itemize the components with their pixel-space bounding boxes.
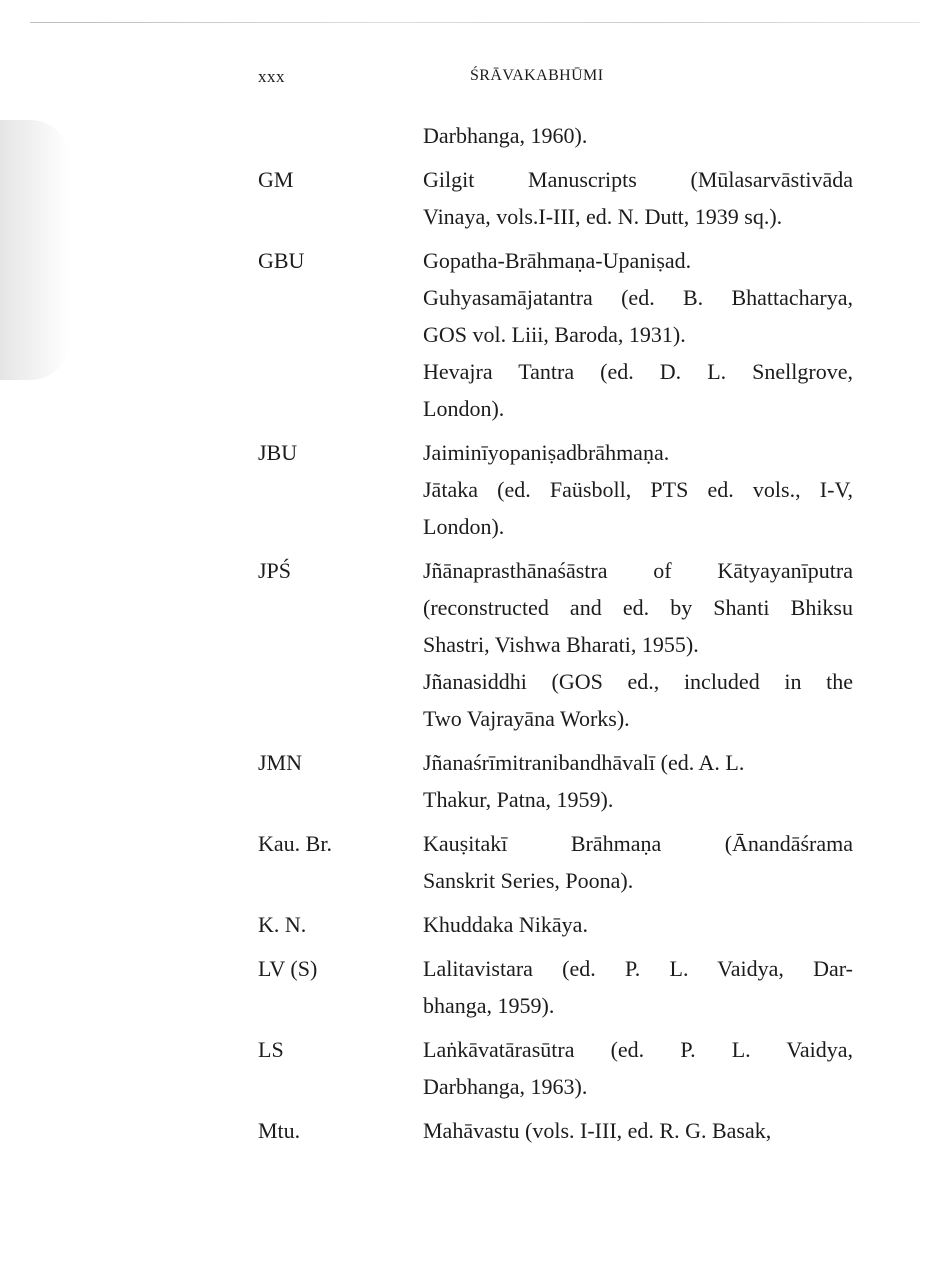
abbreviation-entry bbox=[0, 1031, 935, 1105]
entry-line: Lalitavistara (ed. P. L. Vaidya, Dar- bbox=[423, 956, 853, 981]
entry-line: Shastri, Vishwa Bharati, 1955). bbox=[423, 632, 699, 657]
entry-line: Darbhanga, 1960). bbox=[423, 123, 588, 148]
entry-line: Vinaya, vols.I-III, ed. N. Dutt, 1939 sq.). bbox=[423, 204, 783, 229]
entry-abbreviation: Mtu. bbox=[258, 1118, 301, 1143]
entry-line: (reconstructed and ed. by Shanti Bhiksu bbox=[423, 595, 853, 620]
entry-line: Laṅkāvatārasūtra (ed. P. L. Vaidya, bbox=[423, 1037, 853, 1062]
abbreviation-list bbox=[0, 117, 935, 1156]
abbreviation-entry bbox=[0, 117, 935, 154]
entry-abbreviation: GBU bbox=[258, 248, 305, 273]
entry-description bbox=[423, 825, 853, 899]
entry-description bbox=[423, 1031, 853, 1105]
entry-line: Guhyasamājatantra (ed. B. Bhattacharya, bbox=[423, 285, 853, 310]
entry-line: Jñanasiddhi (GOS ed., included in the bbox=[423, 669, 853, 694]
entry-line: Darbhanga, 1963). bbox=[423, 1074, 588, 1099]
abbreviation-entry bbox=[0, 552, 935, 737]
entry-line: Khuddaka Nikāya. bbox=[423, 912, 588, 937]
entry-line: Jñanaśrīmitranibandhāvalī (ed. A. L. bbox=[423, 750, 745, 775]
entry-line: Jaiminīyopaniṣadbrāhmaṇa. bbox=[423, 440, 670, 465]
entry-abbreviation: JPŚ bbox=[258, 558, 292, 583]
abbreviation-entry bbox=[0, 825, 935, 899]
entry-description bbox=[423, 744, 853, 818]
entry-line: Mahāvastu (vols. I-III, ed. R. G. Basak, bbox=[423, 1118, 772, 1143]
entry-abbreviation: JMN bbox=[258, 750, 303, 775]
entry-abbreviation: LS bbox=[258, 1037, 284, 1062]
abbreviation-entry bbox=[0, 906, 935, 943]
entry-description bbox=[423, 161, 853, 235]
entry-abbreviation: GM bbox=[258, 167, 294, 192]
entry-line: Jātaka (ed. Faüsboll, PTS ed. vols., I-V, bbox=[423, 477, 853, 502]
entry-description bbox=[423, 552, 853, 737]
entry-line: Kauṣitakī Brāhmaṇa (Ānandāśrama bbox=[423, 831, 853, 856]
abbreviation-entry bbox=[0, 434, 935, 545]
entry-line: London). bbox=[423, 396, 505, 421]
entry-description bbox=[423, 950, 853, 1024]
entry-line: London). bbox=[423, 514, 505, 539]
entry-line: Gilgit Manuscripts (Mūlasarvāstivāda bbox=[423, 167, 853, 192]
entry-line: Hevajra Tantra (ed. D. L. Snellgrove, bbox=[423, 359, 853, 384]
entry-description bbox=[423, 242, 853, 427]
abbreviation-entry bbox=[0, 744, 935, 818]
entry-abbreviation: LV (S) bbox=[258, 956, 318, 981]
entry-abbreviation: Kau. Br. bbox=[258, 831, 332, 856]
abbreviation-entry bbox=[0, 161, 935, 235]
entry-description bbox=[423, 906, 853, 943]
entry-line: Sanskrit Series, Poona). bbox=[423, 868, 634, 893]
abbreviation-entry bbox=[0, 1112, 935, 1149]
entry-line: Jñānaprasthānaśāstra of Kātyayanīputra bbox=[423, 558, 853, 583]
entry-abbreviation: K. N. bbox=[258, 912, 307, 937]
entry-description bbox=[423, 1112, 853, 1149]
running-title: ŚRĀVAKABHŪMI bbox=[470, 67, 604, 84]
entry-line: Two Vajrayāna Works). bbox=[423, 706, 630, 731]
entry-description bbox=[423, 434, 853, 545]
abbreviation-entry bbox=[0, 242, 935, 427]
abbreviation-entry bbox=[0, 950, 935, 1024]
entry-line: GOS vol. Liii, Baroda, 1931). bbox=[423, 322, 686, 347]
entry-abbreviation: JBU bbox=[258, 440, 298, 465]
entry-description bbox=[423, 117, 853, 154]
entry-line: bhanga, 1959). bbox=[423, 993, 555, 1018]
page-number: xxx bbox=[258, 67, 285, 86]
scan-edge-line bbox=[30, 22, 920, 23]
entry-line: Gopatha-Brāhmaṇa-Upaniṣad. bbox=[423, 248, 692, 273]
entry-line: Thakur, Patna, 1959). bbox=[423, 787, 614, 812]
